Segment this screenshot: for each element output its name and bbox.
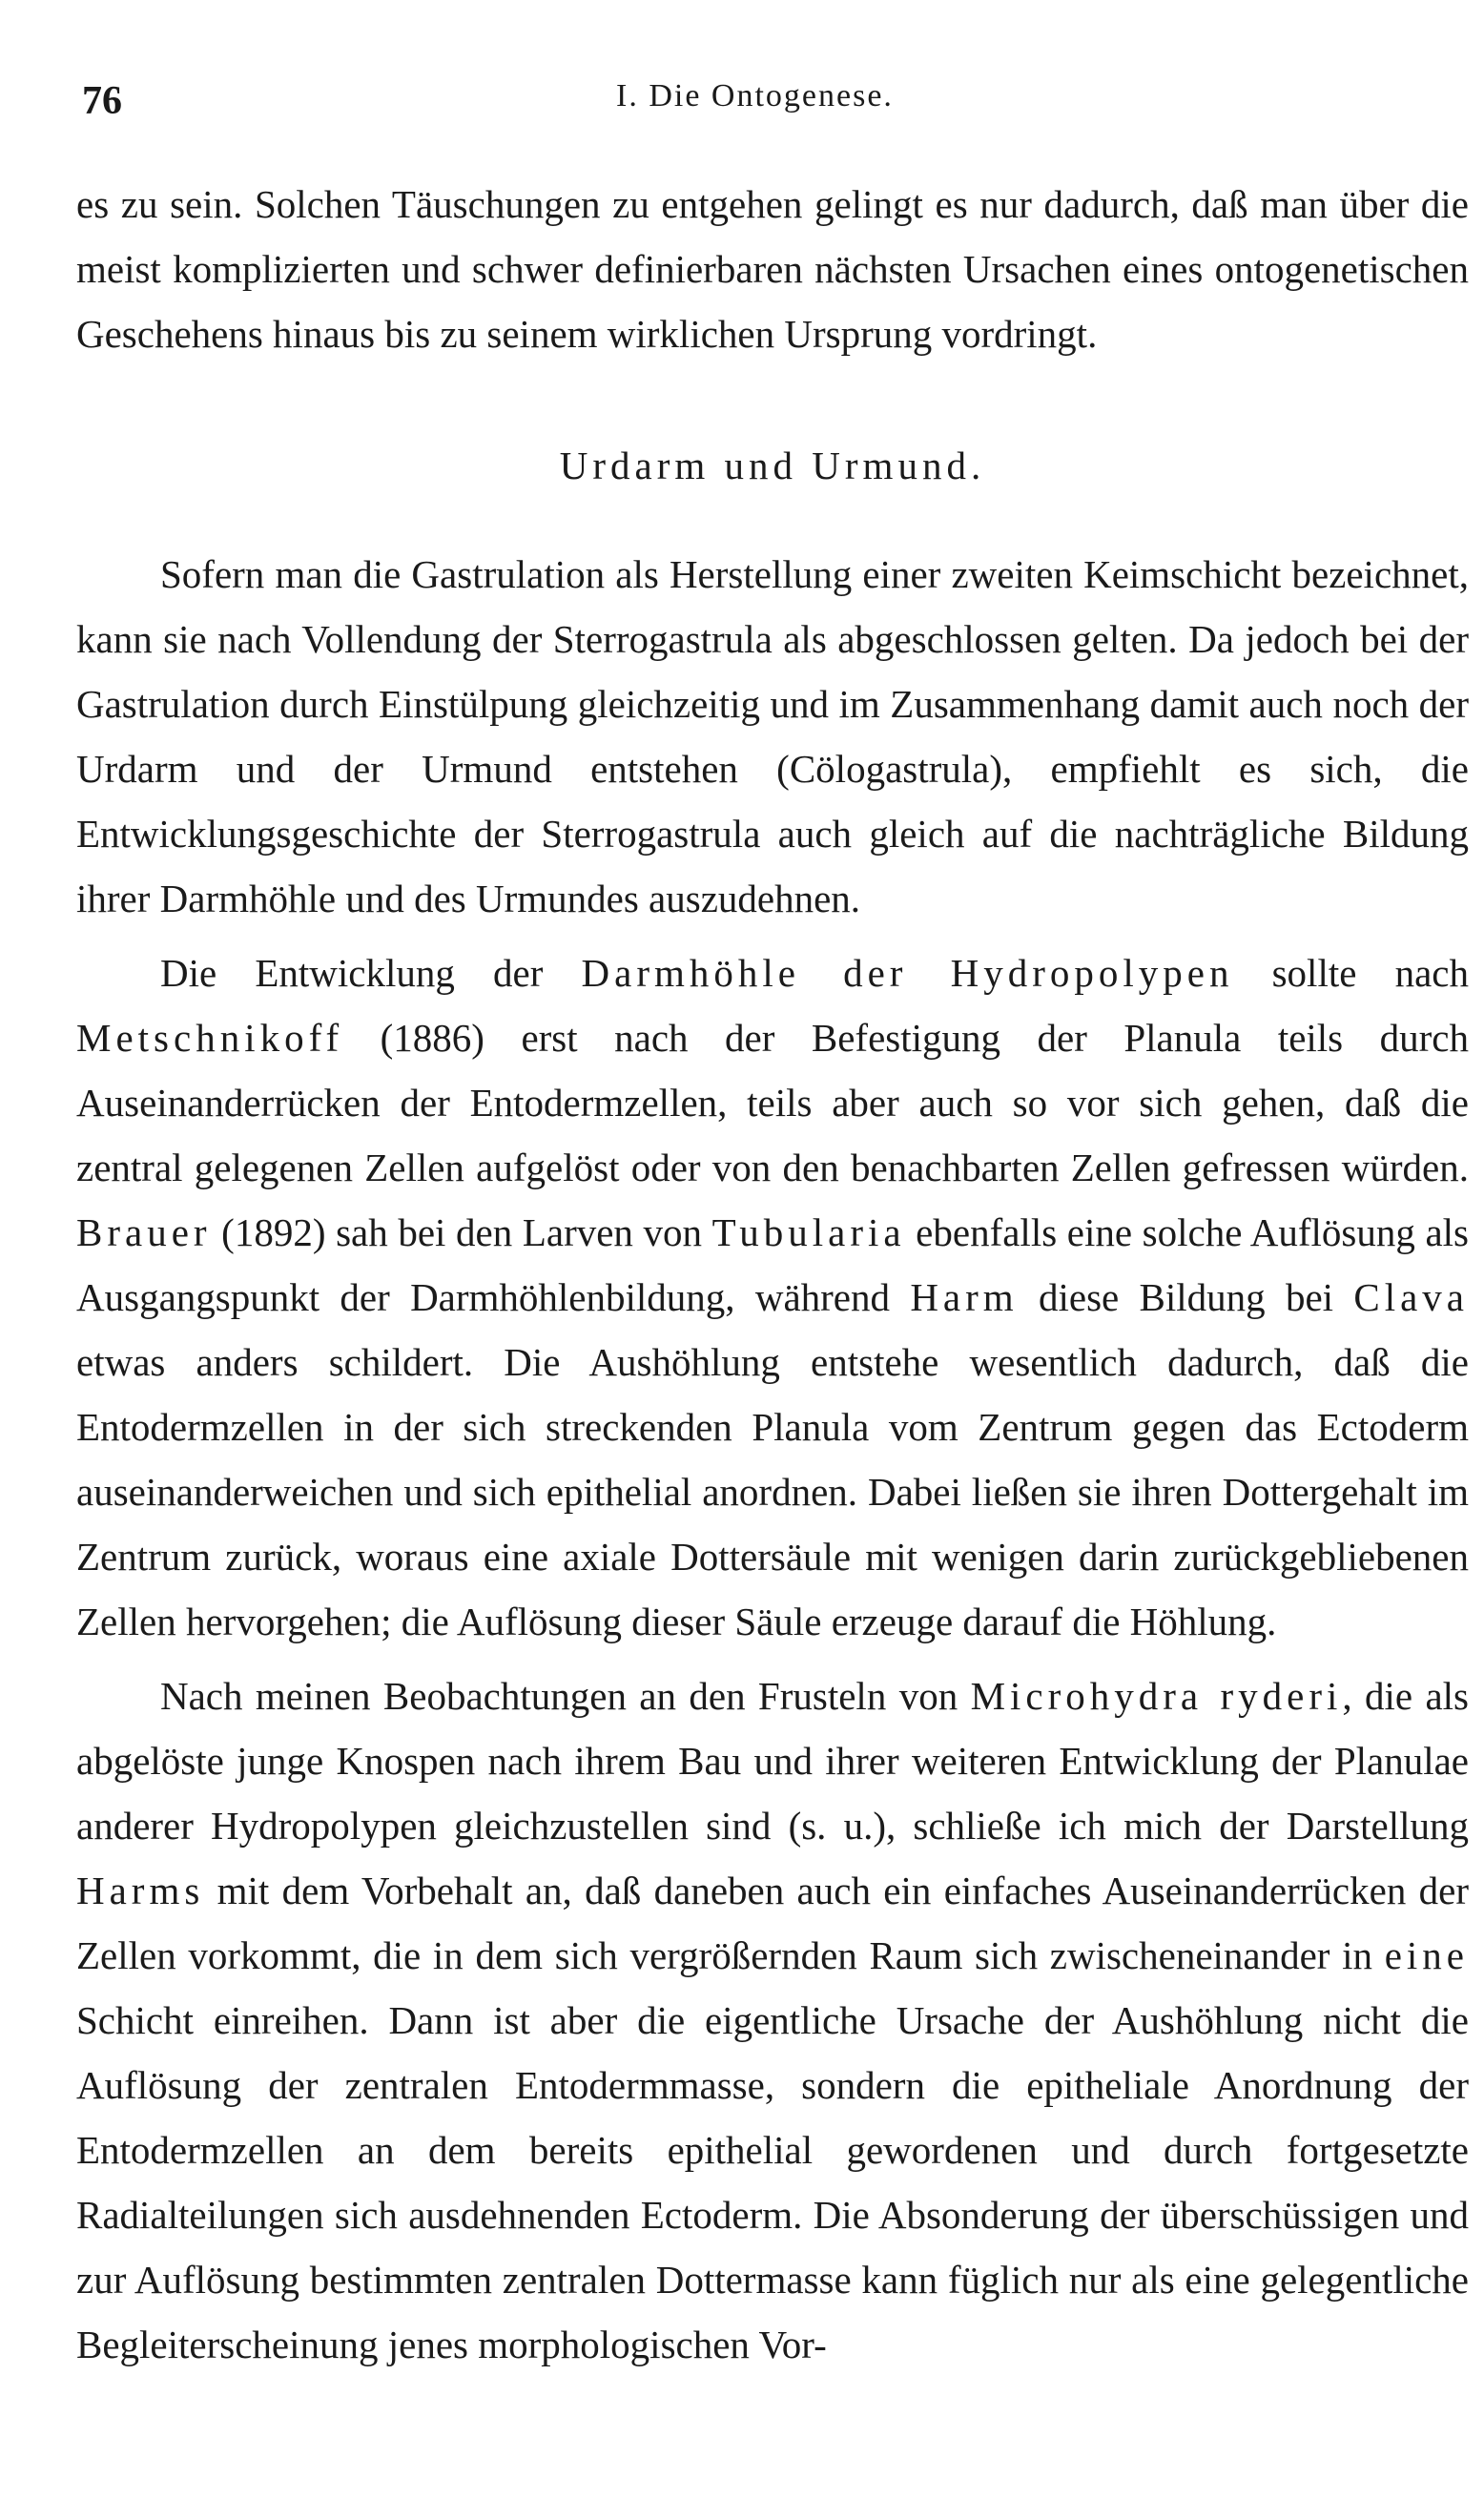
page-header (82, 69, 1484, 135)
author-name: Harm (910, 1275, 1019, 1319)
paragraph-continuation: es zu sein. Solchen Täuschungen zu entgehen gelingt es nur dadurch, daß man über die meist komplizierten und schwer definierbaren nächsten Ursachen eines ontogenetischen Geschehens hinaus bis zu seinem wirklichen Ursprung vordringt. (76, 182, 1469, 356)
text-run: (1886) erst nach der Befestigung der Planula teils durch Auseinanderrücken der Entodermzellen, teils aber auch so vor sich gehen, daß die zentral gelegenen Zellen aufgelöst oder von den benachbarten Zellen gefressen würden. (76, 1016, 1469, 1189)
text-run: , die als abgelöste junge Knospen nach ihrem Bau und ihrer weiteren Entwicklung der Planulae anderer Hydropolypen gleichzustellen sind (s. u.), schließe ich mich der Darstellung (76, 1674, 1469, 1848)
paragraph-gastrulation: Sofern man die Gastrulation als Herstellung einer zweiten Keimschicht bezeichnet, kann sie nach Vollendung der Sterrogastrula als abgeschlossen gelten. Da jedoch bei der Gastrulation durch Einstülpung gleichzeitig und im Zusammenhang damit auch noch der Urdarm und der Urmund entstehen (Cölogastrula), empfiehlt es sich, die Entwicklungsgeschichte der Sterrogastrula auch gleich auf die nachträgliche Bildung ihrer Darmhöhle und des Urmundes auszudehnen. (76, 552, 1469, 920)
text-run: Schicht einreihen. Dann ist aber die eigentliche Ursache der Aushöhlung nicht die Auflösung der zentralen Entodermmasse, sondern die epitheliale Anordnung der Entodermzellen an dem bereits epithelial gewordenen und durch fortgesetzte Radialteilungen sich ausdehnenden Ectoderm. Die Absonderung der überschüssigen und zur Auflösung bestimmten zentralen Dottermasse kann füglich nur als eine gelegentliche Begleiterscheinung jenes morphologischen Vor- (76, 1998, 1469, 2366)
text-run: Nach meinen Beobachtungen an den Frusteln von (160, 1674, 971, 1718)
genus-name: Tubularia (711, 1210, 906, 1254)
text-run: Die Entwicklung der (160, 951, 582, 995)
page-number: 76 (82, 79, 122, 123)
text-run: ebenfalls eine solche Auflösung als Ausgangspunkt der Darmhöhlenbildung, während (76, 1210, 1470, 1319)
text-run: (1892) sah bei den Larven von (211, 1210, 712, 1254)
emphasized-word: eine (1384, 1933, 1469, 1977)
text-run: mit dem Vorbehalt an, daß daneben auch ein einfaches Auseinanderrücken der Zellen vorkommt, die in dem sich vergrößernden Raum sich zwischeneinander in (76, 1869, 1469, 1977)
text-run: sollte nach (1233, 951, 1469, 995)
running-head: I. Die Ontogenese. (616, 78, 894, 114)
author-name: Brauer (76, 1210, 212, 1254)
text-run: etwas anders schildert. Die Aushöhlung entstehe wesentlich dadurch, daß die Entodermzellen in der sich streckenden Planula vom Zentrum gegen das Ectoderm auseinanderweichen und sich epithelial anordnen. Dabei ließen sie ihren Dottergehalt im Zentrum zurück, woraus eine axiale Dottersäule mit wenigen darin zurückgebliebenen Zellen hervorgehen; die Auflösung dieser Säule erzeuge darauf die Höhlung. (76, 1340, 1469, 1643)
paragraph-darmhoehle (76, 940, 1469, 1654)
section-heading: Urdarm und Urmund. (559, 444, 986, 487)
paragraph-beobachtungen (76, 1663, 1469, 2377)
spaced-term: Darmhöhle der Hydropolypen (581, 951, 1234, 995)
species-name: Microhydra ryderi (970, 1674, 1343, 1718)
genus-name: Clava (1353, 1275, 1469, 1319)
text-run: diese Bildung bei (1018, 1275, 1354, 1319)
author-name: Metschnikoff (76, 1016, 344, 1060)
author-name: Harms (76, 1869, 205, 1912)
body-text (76, 172, 1469, 2386)
